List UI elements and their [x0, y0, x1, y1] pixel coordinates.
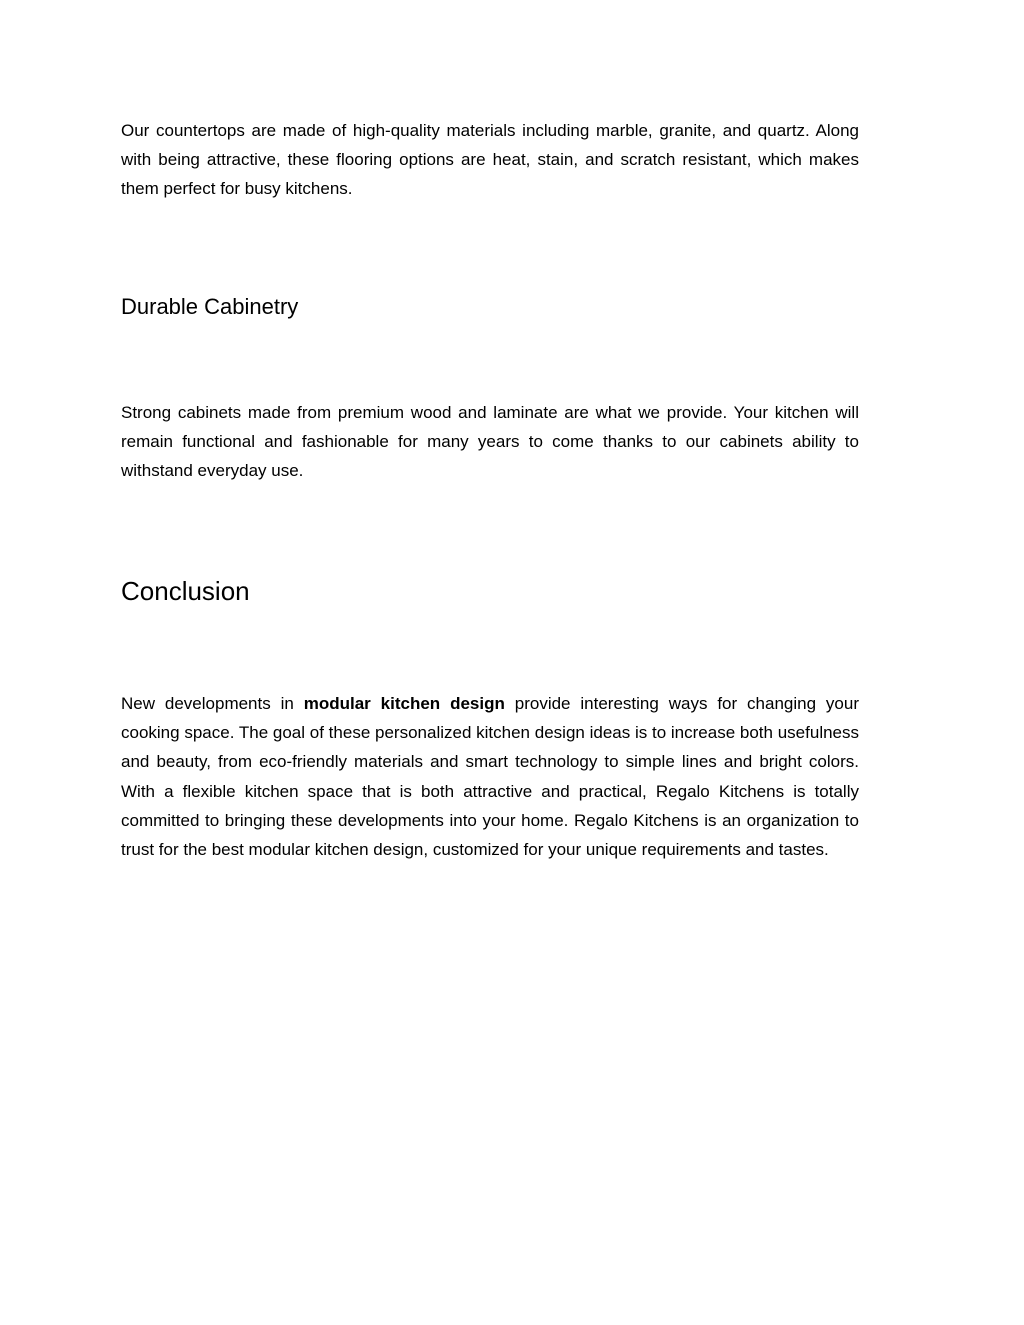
conclusion-heading: Conclusion: [121, 576, 250, 606]
modular-kitchen-design-keyword: modular kitchen design: [303, 694, 505, 713]
conclusion-text-rest: provide interesting ways for changing your cooking space. The goal of these personalized kitchen design ideas is to increase both usefulness and beauty, from eco-friendly materials and smart technology to simple lines and bright colors. With a flexible kitchen space that is both attractive and practical, Regalo Kitchens is totally committed to bringing these developments into your home. Regalo Kitchens is an organization to trust for the best modular kitchen design, customized for your unique requirements and tastes.: [121, 694, 859, 860]
conclusion-paragraph: [121, 689, 859, 864]
countertops-paragraph: Our countertops are made of high-quality materials including marble, granite, and quartz. Along with being attractive, these flooring options are heat, stain, and scratch resistant, which makes them perfect for busy kitchens.: [121, 121, 859, 199]
conclusion-text-start: New developments in: [121, 694, 304, 713]
cabinetry-paragraph: Strong cabinets made from premium wood and laminate are what we provide. Your kitchen will remain functional and fashionable for many years to come thanks to our cabinets ability to withstand everyday use.: [121, 403, 859, 481]
durable-cabinetry-heading: Durable Cabinetry: [121, 294, 299, 319]
